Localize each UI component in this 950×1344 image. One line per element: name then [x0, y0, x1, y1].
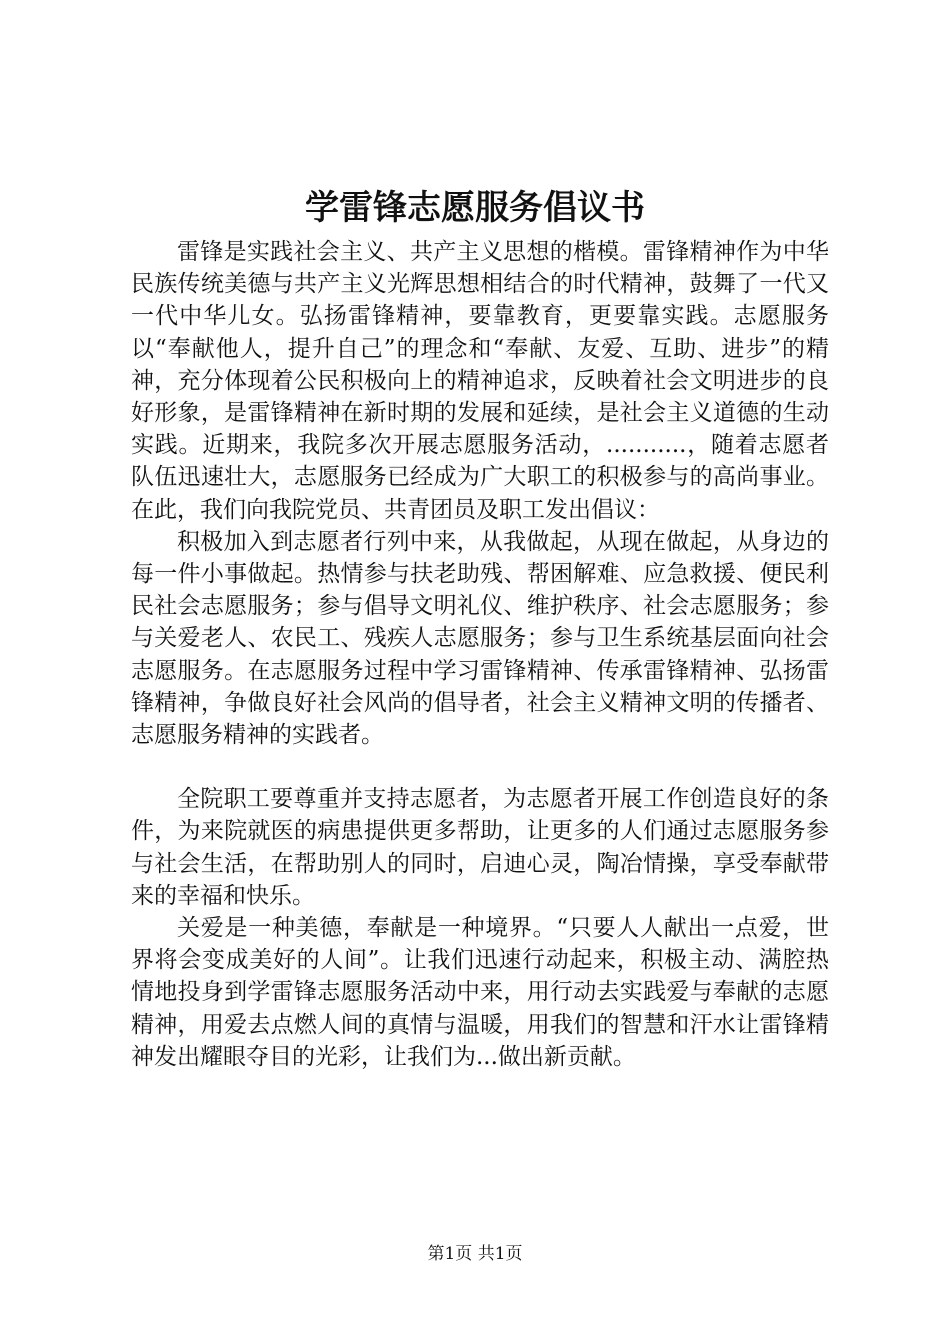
paragraph-4: 关爱是一种美德，奉献是一种境界。“只要人人献出一点爱，世界将会变成美好的人间”。让我们迅速行动起来，积极主动、满腔热情地投身到学雷锋志愿服务活动中来，用行动去实践爱与奉献的志愿精神，用爱去点燃人间的真情与温暖，用我们的智慧和汗水让雷锋精神发出耀眼夺目的光彩，让我们为...做出新贡献。: [131, 915, 829, 1070]
page-footer: 第1页 共1页: [427, 1244, 523, 1264]
paragraph-1: 雷锋是实践社会主义、共产主义思想的楷模。雷锋精神作为中华民族传统美德与共产主义光辉思想相结合的时代精神，鼓舞了一代又一代中华儿女。弘扬雷锋精神，要靠教育，更要靠实践。志愿服务以“奉献他人，提升自己”的理念和“奉献、友爱、互助、进步”的精神，充分体现着公民积极向上的精神追求，反映着社会文明进步的良好形象，是雷锋精神在新时期的发展和延续，是社会主义道德的生动实践。近期来，我院多次开展志愿服务活动，...........，随着志愿者队伍迅速壮大，志愿服务已经成为广大职工的积极参与的高尚事业。在此，我们向我院党员、共青团员及职工发出倡议：: [131, 239, 829, 523]
paragraph-2: 积极加入到志愿者行列中来，从我做起，从现在做起，从身边的每一件小事做起。热情参与扶老助残、帮困解难、应急救援、便民利民社会志愿服务；参与倡导文明礼仪、维护秩序、社会志愿服务；参与关爱老人、农民工、残疾人志愿服务；参与卫生系统基层面向社会志愿服务。在志愿服务过程中学习雷锋精神、传承雷锋精神、弘扬雷锋精神，争做良好社会风尚的倡导者，社会主义精神文明的传播者、志愿服务精神的实践者。: [131, 528, 829, 749]
document-title: 学雷锋志愿服务倡议书: [305, 188, 645, 228]
paragraph-3: 全院职工要尊重并支持志愿者，为志愿者开展工作创造良好的条件，为来院就医的病患提供更多帮助，让更多的人们通过志愿服务参与社会生活，在帮助别人的同时，启迪心灵，陶冶情操，享受奉献带来的幸福和快乐。: [131, 786, 829, 909]
document-body: [131, 236, 829, 1073]
